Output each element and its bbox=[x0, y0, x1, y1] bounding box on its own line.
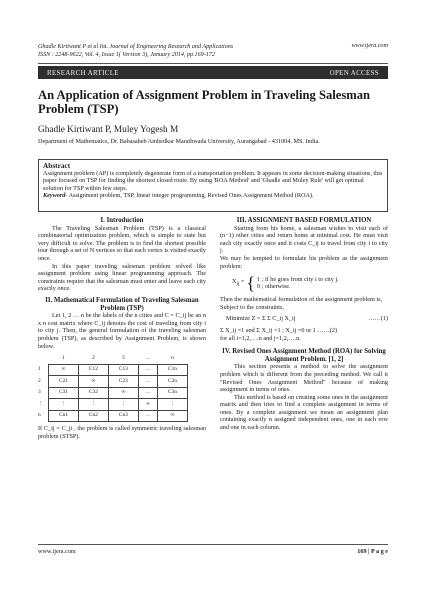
cost-matrix bbox=[38, 353, 188, 422]
abstract-box bbox=[38, 159, 388, 212]
paper-title: An Application of Assignment Problem in Traveling Salesman Problem (TSP) bbox=[38, 88, 371, 116]
matrix-cell: Cn1 bbox=[49, 410, 79, 422]
stsp-paragraph: If C_ij = C_ji , the problem is called symmetric traveling salesman problem (STSP). bbox=[38, 425, 206, 440]
matrix-cell: C1n bbox=[158, 364, 188, 376]
matrix-column-header: … bbox=[145, 354, 151, 361]
x-def-case-2: 0 ; otherwise. bbox=[257, 283, 291, 291]
matrix-column-header: n bbox=[171, 354, 174, 361]
open-access-label: OPEN ACCESS bbox=[329, 68, 379, 77]
article-type-band bbox=[38, 66, 388, 79]
page-number: 169 | P a g e bbox=[357, 548, 388, 555]
matrix-row-label: n bbox=[38, 412, 41, 419]
matrix-cell: ⋮ bbox=[158, 399, 188, 411]
header-site[interactable]: www.ijera.com bbox=[351, 43, 388, 49]
matrix-cell: Cn2 bbox=[78, 410, 108, 422]
matrix-cell: ∞ bbox=[78, 376, 108, 388]
intro-paragraph-2: In this paper traveling salesman problem solved like assignment problem using linear programming approach. The constraints require that the salesman must enter and leave each city exactly once. bbox=[38, 262, 206, 293]
equation-1-body: Minimize Z = Σ Σ C_ij X_ij bbox=[226, 315, 296, 323]
section-3-heading: III. ASSIGNMENT BASED FORMULATION bbox=[236, 217, 372, 224]
formulation-paragraph: Let 1, 2 … n be the labels of the n cities and C = C_ij be an n x n cost matrix where C_ij denotes the cost of traveling from city i to city j. Then, the general formulation of the traveling salesman problem (TSP), as described by Assignment Problem, is shown below. bbox=[38, 312, 206, 350]
matrix-cell: Cn3 bbox=[108, 410, 138, 422]
citation-line-1: Ghadle Kirtiwant P et al Int. Journal of Engineering Research and Applications bbox=[38, 44, 234, 50]
math-form-paragraph: Then the mathematical formulation of the assignment problem is, bbox=[220, 296, 383, 304]
matrix-row-label: ⋮ bbox=[38, 400, 44, 407]
matrix-row bbox=[38, 364, 188, 376]
matrix-cell: ∞ bbox=[49, 364, 79, 376]
keywords-label: Keyword bbox=[43, 192, 66, 200]
running-header bbox=[38, 43, 388, 59]
equation-2-range: for all i=1,2,….n and j=1,2,….n. bbox=[220, 334, 301, 342]
matrix-cell: C31 bbox=[49, 387, 79, 399]
matrix-cell: ∞ bbox=[158, 410, 188, 422]
matrix-cell: C3n bbox=[158, 387, 188, 399]
matrix-row-label: 3 bbox=[38, 389, 41, 396]
matrix-cell: ⋮ bbox=[108, 399, 138, 411]
footer-rule bbox=[38, 544, 388, 545]
constraints-label: Subject to the constraints, bbox=[220, 303, 284, 311]
matrix-cell: ∞ bbox=[108, 387, 138, 399]
matrix-cell: … bbox=[138, 410, 157, 422]
intro-paragraph-1: The Traveling Salesman Problem (TSP) is a classical combinatorial optimization problem, which is simple to state but very difficult to solve. The problem is to find the shortest possible tour through a set of N vertices so that each vertex is visited exactly once. bbox=[38, 224, 206, 262]
matrix-column-header: 2 bbox=[92, 354, 95, 361]
matrix-row-label: 1 bbox=[38, 366, 41, 373]
equation-2: Σ X_ij =1 and Σ X_ij =1 ; X_ij =0 or 1 ……(2) bbox=[220, 326, 338, 334]
matrix-row bbox=[38, 387, 188, 399]
equation-1 bbox=[226, 315, 388, 323]
matrix-row-label: 2 bbox=[38, 377, 41, 384]
matrix-cell: … bbox=[138, 387, 157, 399]
x-definition bbox=[232, 274, 388, 292]
matrix-cell: C21 bbox=[49, 376, 79, 388]
footer-site[interactable]: www.ijera.com bbox=[38, 548, 76, 555]
matrix-cell: ∞ bbox=[138, 399, 157, 411]
roa-paragraph-1: This section presents a method to solve the assignment problem which is different from the preceding method. We call it "Revised Ones Assignment Method" because of making assignment in terms of ones. bbox=[220, 363, 388, 394]
matrix-cell: … bbox=[138, 364, 157, 376]
section-4-heading: IV. Revised Ones Assignment Method (ROA) for Solving Assignment Problem. [1, 2] bbox=[222, 348, 386, 363]
matrix-cell: C23 bbox=[108, 376, 138, 388]
brace-icon: { bbox=[246, 273, 256, 294]
matrix-row bbox=[38, 410, 188, 422]
matrix-cell: C2n bbox=[158, 376, 188, 388]
matrix-row bbox=[38, 376, 188, 388]
roa-paragraph-2: This method is based on creating some ones in the assignment matrix and then tries to find a complete assignment in terms of ones. By a complete assignment we mean an assignment plan containing exactly n assigned independent ones, one in each row and one in each column. bbox=[220, 393, 388, 432]
section-2-heading: II. Mathematical Formulation of Traveling Salesman Problem (TSP) bbox=[45, 296, 199, 312]
matrix-cell: ⋮ bbox=[78, 399, 108, 411]
matrix-cell: C13 bbox=[108, 364, 138, 376]
authors: Ghadle Kirtiwant P, Muley Yogesh M bbox=[38, 125, 179, 135]
x-ij-symbol: $X_{ij}$ = bbox=[232, 277, 245, 287]
keywords: - Assignment problem, TSP, linear integer programming, Revised Ones Assignment Method (ROA). bbox=[65, 192, 314, 200]
matrix-cell: C32 bbox=[78, 387, 108, 399]
abstract-body: Assignment problem (AP) is completely degenerate form of a transportation problem. It appears in some decision-making situations, this paper focused on TSP for finding the shortest closed route. By using 'ROA Method' and 'Ghadle and Muley Rule' will get optimal solution for TSP within few steps. bbox=[43, 169, 383, 192]
matrix-corner bbox=[38, 353, 49, 364]
matrix-cell: … bbox=[138, 376, 157, 388]
abstract-heading: Abstract bbox=[43, 161, 71, 170]
matrix-row bbox=[38, 399, 188, 411]
section-1-heading: I. Introduction bbox=[100, 217, 144, 224]
header-rule bbox=[38, 63, 388, 64]
right-column bbox=[220, 217, 388, 432]
matrix-cell: C12 bbox=[78, 364, 108, 376]
assignment-paragraph-b: We may be tempted to formulate his problem as the assignment problem: bbox=[220, 254, 388, 270]
left-column bbox=[38, 217, 206, 440]
matrix-column-header: 3 bbox=[122, 354, 125, 361]
affiliation: Department of Mathematics, Dr. Babasaheb Ambedkar Marathwada University, Aurangabad - 431004. MS. India. bbox=[38, 138, 320, 145]
research-article-label: RESEARCH ARTICLE bbox=[47, 68, 119, 77]
assignment-paragraph: Starting from his home, a salesman wishes to visit each of (n−1) other cities and return home at minimal cost. He must visit each city exactly once and it costs C_ij to travel from city i to city j. bbox=[220, 224, 388, 255]
citation-line-2: ISSN : 2248-9622, Vol. 4, Issue 1( Version 3), January 2014, pp.169-172 bbox=[38, 52, 215, 58]
matrix-column-header: 1 bbox=[62, 354, 65, 361]
x-def-case-1: 1 ; if he goes from city i to city j. bbox=[257, 275, 339, 283]
matrix-cell: ⋮ bbox=[49, 399, 79, 411]
equation-1-number: ……(1) bbox=[368, 315, 388, 323]
